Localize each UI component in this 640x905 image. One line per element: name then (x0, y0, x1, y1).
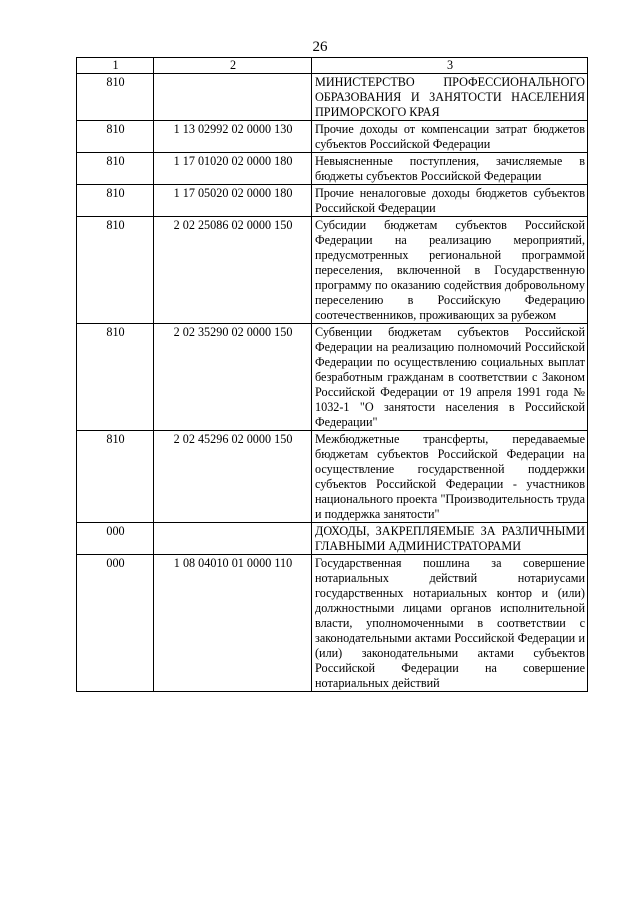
income-code-cell: 2 02 45296 02 0000 150 (154, 431, 312, 523)
admin-code-cell: 000 (77, 523, 154, 555)
admin-code-cell: 810 (77, 217, 154, 324)
table-row (77, 185, 588, 217)
income-name-cell: ДОХОДЫ, ЗАКРЕПЛЯЕМЫЕ ЗА РАЗЛИЧНЫМИ ГЛАВНЫМИ АДМИНИСТРАТОРАМИ (312, 523, 588, 555)
table-row (77, 74, 588, 121)
admin-code-cell: 810 (77, 121, 154, 153)
table-row (77, 153, 588, 185)
income-name-cell: Государственная пошлина за совершение нотариальных действий нотариусами государственных нотариальных контор и (или) должностными лицами органов исполнительной власти, уполномоченными в соответствии с законодательными актами Российской Федерации и (или) законодательными актами субъектов Российской Федерации на совершение нотариальных действий (312, 555, 588, 692)
income-code-cell (154, 523, 312, 555)
admin-code-cell: 810 (77, 324, 154, 431)
income-name-cell: Субсидии бюджетам субъектов Российской Федерации на реализацию мероприятий, предусмотренных региональной программой переселения, включенной в Государственную программу по оказанию содействия добровольному переселению в Российскую Федерацию соотечественников, проживающих за рубежом (312, 217, 588, 324)
income-code-cell: 2 02 35290 02 0000 150 (154, 324, 312, 431)
income-name-cell: МИНИСТЕРСТВО ПРОФЕССИОНАЛЬНОГО ОБРАЗОВАНИЯ И ЗАНЯТОСТИ НАСЕЛЕНИЯ ПРИМОРСКОГО КРАЯ (312, 74, 588, 121)
income-code-cell: 1 17 01020 02 0000 180 (154, 153, 312, 185)
table-row (77, 555, 588, 692)
admin-code-cell: 810 (77, 74, 154, 121)
column-header-3: 3 (312, 58, 588, 74)
income-name-cell: Субвенции бюджетам субъектов Российской Федерации на реализацию полномочий Российской Федерации по осуществлению социальных выплат безработным гражданам в соответствии с Законом Российской Федерации от 19 апреля 1991 года № 1032-1 "О занятости населения в Российской Федерации" (312, 324, 588, 431)
income-name-cell: Прочие доходы от компенсации затрат бюджетов субъектов Российской Федерации (312, 121, 588, 153)
table-row (77, 121, 588, 153)
income-code-cell: 1 17 05020 02 0000 180 (154, 185, 312, 217)
table-header-row (77, 58, 588, 74)
table-row (77, 217, 588, 324)
revenue-codes-table (76, 57, 588, 692)
admin-code-cell: 810 (77, 153, 154, 185)
column-header-1: 1 (77, 58, 154, 74)
admin-code-cell: 000 (77, 555, 154, 692)
admin-code-cell: 810 (77, 185, 154, 217)
page-number: 26 (312, 39, 328, 55)
income-name-cell: Межбюджетные трансферты, передаваемые бюджетам субъектов Российской Федерации на осуществление государственной поддержки субъектов Российской Федерации - участников национального проекта "Производительность труда и поддержка занятости" (312, 431, 588, 523)
table-row (77, 523, 588, 555)
income-code-cell (154, 74, 312, 121)
table-row (77, 431, 588, 523)
income-name-cell: Невыясненные поступления, зачисляемые в бюджеты субъектов Российской Федерации (312, 153, 588, 185)
income-code-cell: 1 08 04010 01 0000 110 (154, 555, 312, 692)
income-code-cell: 1 13 02992 02 0000 130 (154, 121, 312, 153)
column-header-2: 2 (154, 58, 312, 74)
income-name-cell: Прочие неналоговые доходы бюджетов субъектов Российской Федерации (312, 185, 588, 217)
table-row (77, 324, 588, 431)
income-code-cell: 2 02 25086 02 0000 150 (154, 217, 312, 324)
admin-code-cell: 810 (77, 431, 154, 523)
